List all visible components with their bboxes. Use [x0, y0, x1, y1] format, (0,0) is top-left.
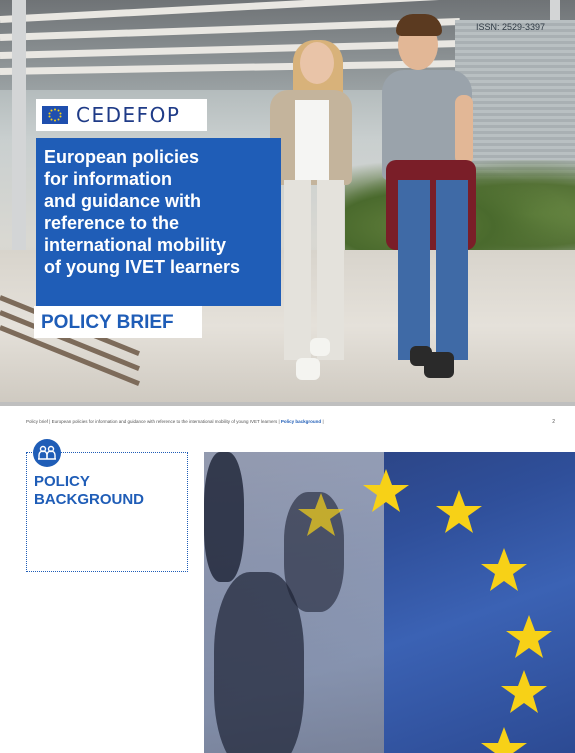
- star-icon: [298, 493, 344, 536]
- star-icon: [506, 615, 552, 658]
- header-prefix: Policy brief | European policies for information and guidance with reference to the international mobility of young IVET learners |: [26, 419, 280, 424]
- title-line: reference to the: [44, 213, 180, 233]
- header-section-link[interactable]: Policy background: [280, 419, 322, 424]
- section-title-line: BACKGROUND: [34, 491, 144, 508]
- title-line: for information: [44, 169, 172, 189]
- brand-name: CEDEFOP: [76, 103, 181, 127]
- running-header: [26, 419, 324, 424]
- eu-stars: [204, 452, 575, 753]
- page-2: [0, 406, 575, 753]
- people-icon: [33, 439, 61, 467]
- policy-brief-label: POLICY BRIEF: [41, 312, 174, 333]
- title-line: of young IVET learners: [44, 257, 241, 277]
- policy-brief-label-box: [34, 306, 202, 338]
- title-line: and guidance with: [44, 191, 202, 211]
- page-number: 2: [552, 419, 555, 425]
- title-line: European policies: [44, 147, 200, 167]
- issn-text: ISSN: 2529-3397: [475, 22, 545, 32]
- star-icon: [436, 490, 482, 533]
- star-icon: [363, 469, 409, 512]
- title-line: international mobility: [44, 235, 227, 255]
- cedefop-logo: [36, 99, 207, 131]
- section-box: [26, 452, 188, 572]
- section-title: [34, 473, 144, 509]
- eu-flag-icon: [42, 106, 68, 124]
- star-icon: [481, 727, 527, 753]
- section-title-line: POLICY: [34, 473, 90, 490]
- star-icon: [501, 670, 547, 713]
- header-suffix: |: [322, 419, 324, 424]
- cover-title: [44, 146, 280, 278]
- cover-title-box: [36, 138, 281, 306]
- star-icon: [481, 548, 527, 591]
- eu-flag-photo: [204, 452, 575, 753]
